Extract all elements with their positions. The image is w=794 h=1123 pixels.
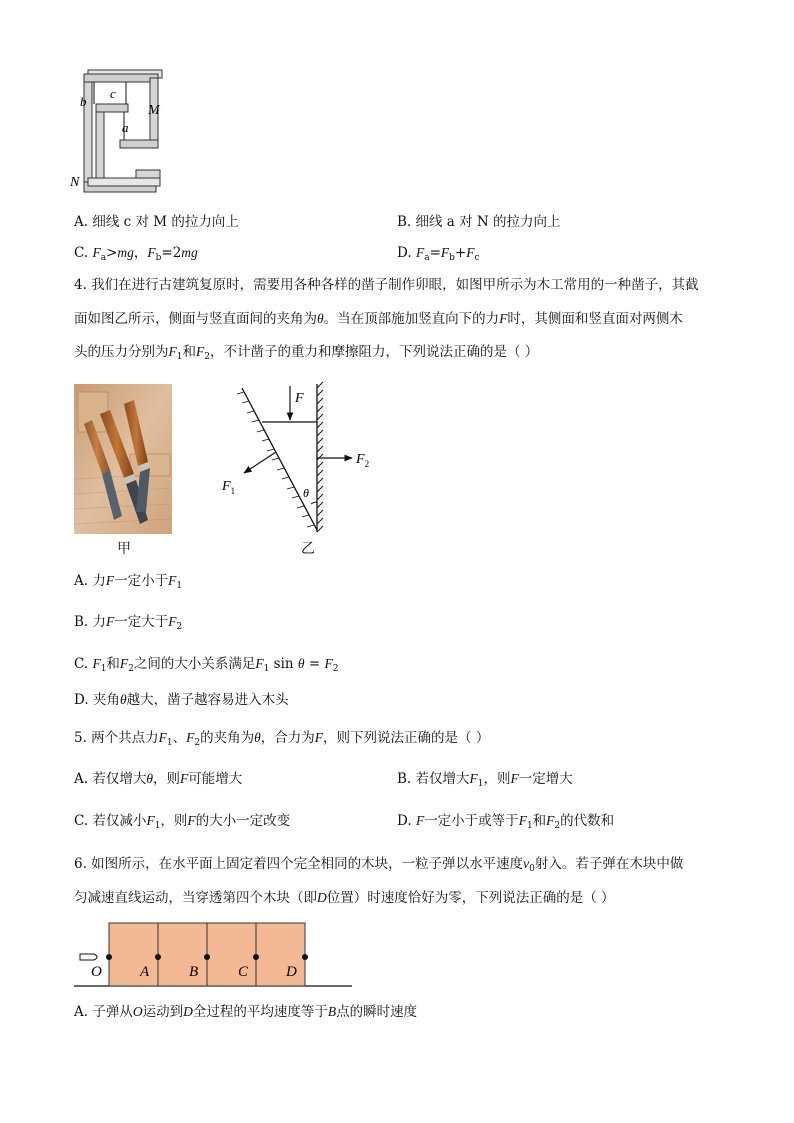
chisel-photo [74, 384, 172, 534]
m-bottom-lip [120, 140, 158, 148]
n-inner-post [96, 104, 104, 178]
q5-option-a: A. 若仅增大θ，则F可能增大 [74, 771, 243, 787]
photo-wood-block-2 [130, 454, 170, 476]
q4-option-b: B. 力F一定大于$F_2$ [74, 614, 183, 632]
q4-option-d: D. 夹角θ越大，凿子越容易进入木头 [74, 692, 289, 708]
q4-stem-line3: 头的压力分别为$F_1$和$F_2$，不计凿子的重力和摩擦阻力，下列说法正确的是（ ） [74, 344, 539, 362]
chisel-force-diagram [210, 378, 380, 538]
q3-option-c: C. $F_a>mg$，$F_b=2mg$ [74, 245, 198, 263]
wood-block-4 [256, 923, 305, 986]
q5-option-d: D. F一定小于或等于$F_1$和$F_2$的代数和 [397, 813, 615, 831]
m-top-bar-face [84, 74, 158, 82]
point-C-dot [253, 954, 259, 960]
caption-yi: 乙 [301, 541, 315, 557]
theta-arc [311, 502, 317, 504]
theta-label: θ [303, 486, 309, 500]
bullet-icon [80, 954, 97, 960]
force-F-label: F [295, 391, 304, 406]
q3-option-a: A. 细线 c 对 M 的拉力向上 [74, 214, 239, 230]
label-N: N [70, 175, 80, 190]
q5-option-c: C. 若仅减小$F_1$，则F的大小一定改变 [74, 813, 291, 831]
point-B-dot [204, 954, 210, 960]
n-inner-top [96, 104, 128, 112]
point-O-dot [106, 954, 112, 960]
caption-jia: 甲 [117, 541, 131, 557]
label-c: c [110, 86, 116, 101]
slanted-face-hatch [237, 392, 314, 527]
wood-block-3 [207, 923, 256, 986]
slanted-face [242, 388, 317, 530]
q4-option-c: C. $F_1$和$F_2$之间的大小关系满足$F_1$ $\sin \theta = F_2$ [74, 656, 339, 674]
q3-option-d: D. $F_a=F_b+F_c$ [397, 245, 480, 263]
n-base-lip [136, 170, 160, 178]
q6-stem-line2: 匀减速直线运动，当穿透第四个木块（即D位置）时速度恰好为零，下列说法正确的是（ ） [74, 890, 615, 906]
force-F1-label: $F_1$ [222, 479, 236, 496]
label-a: a [122, 120, 129, 135]
point-A-dot [155, 954, 161, 960]
q4-option-a: A. 力F一定小于$F_1$ [74, 573, 183, 591]
wood-block-2 [158, 923, 207, 986]
q4-stem-line1: 4. 我们在进行古建筑复原时，需要用各种各样的凿子制作卯眼，如图甲所示为木工常用的一种凿子，其截 [74, 277, 699, 293]
q5-option-b: B. 若仅增大$F_1$，则F一定增大 [397, 771, 573, 789]
q5-stem: 5. 两个共点力$F_1$、$F_2$的夹角为θ，合力为F，则下列说法正确的是（ ） [74, 730, 490, 748]
label-D: D [286, 964, 297, 980]
q6-stem-line1: 6. 如图所示，在水平面上固定着四个完全相同的木块，一粒子弹以水平速度$v_0$射入。若子弹在木块中做 [74, 856, 684, 874]
label-b: b [80, 94, 87, 109]
label-M: M [148, 103, 160, 118]
label-A: A [140, 964, 150, 980]
force-F1-arrow [244, 452, 276, 473]
vertical-wall-hatch [317, 382, 323, 532]
q3-bracket-diagram [70, 62, 170, 202]
q3-figure [70, 62, 170, 202]
q4-stem-line2: 面如图乙所示，侧面与竖直面间的夹角为θ。当在顶部施加竖直向下的力F时，其侧面和竖直面对两侧木 [74, 311, 683, 327]
label-O: O [91, 964, 102, 980]
wood-blocks-diagram [74, 920, 354, 992]
label-C: C [238, 964, 249, 980]
label-B: B [189, 964, 199, 980]
n-base-top [88, 178, 160, 186]
point-D-dot [302, 954, 308, 960]
q6-option-a: A. 子弹从O运动到D全过程的平均速度等于B点的瞬时速度 [74, 1004, 418, 1020]
force-F2-label: $F_2$ [356, 452, 370, 469]
wood-block-1 [109, 923, 158, 986]
q3-option-b: B. 细线 a 对 N 的拉力向上 [397, 214, 561, 230]
